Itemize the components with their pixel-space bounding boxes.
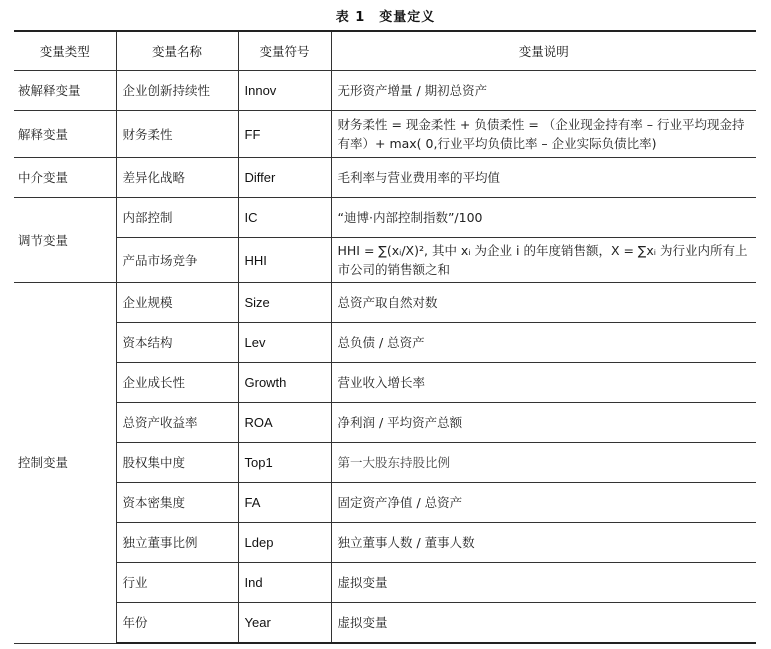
variable-symbol-cell: Growth	[238, 363, 331, 403]
variable-symbol-cell: Ldep	[238, 523, 331, 563]
table-row	[14, 563, 756, 603]
header-variable-type: 变量类型	[14, 31, 116, 71]
variable-type-cell: 中介变量	[14, 158, 116, 198]
variable-name-cell: 总资产收益率	[116, 403, 238, 443]
variable-type-cell: 被解释变量	[14, 71, 116, 111]
variable-symbol-cell: Year	[238, 603, 331, 644]
variable-type-cell: 控制变量	[14, 283, 116, 644]
variable-name-cell: 内部控制	[116, 198, 238, 238]
variable-name-cell: 资本密集度	[116, 483, 238, 523]
variable-name-cell: 行业	[116, 563, 238, 603]
variable-description-cell: 虚拟变量	[331, 563, 756, 603]
table-row	[14, 363, 756, 403]
table-row	[14, 111, 756, 158]
table-row	[14, 238, 756, 283]
table-row	[14, 71, 756, 111]
variable-name-cell: 产品市场竞争	[116, 238, 238, 283]
variable-name-cell: 企业创新持续性	[116, 71, 238, 111]
variable-name-cell: 资本结构	[116, 323, 238, 363]
variable-name-cell: 财务柔性	[116, 111, 238, 158]
table-row	[14, 603, 756, 644]
table-row	[14, 483, 756, 523]
variable-description-cell: 第一大股东持股比例	[331, 443, 756, 483]
variable-symbol-cell: IC	[238, 198, 331, 238]
table-row	[14, 403, 756, 443]
variable-name-cell: 差异化战略	[116, 158, 238, 198]
header-variable-description: 变量说明	[331, 31, 756, 71]
variable-name-cell: 独立董事比例	[116, 523, 238, 563]
variable-description-cell: 虚拟变量	[331, 603, 756, 644]
table-row	[14, 323, 756, 363]
header-row	[14, 31, 756, 71]
variable-symbol-cell: FF	[238, 111, 331, 158]
table-row	[14, 523, 756, 563]
variable-description-cell: 总资产取自然对数	[331, 283, 756, 323]
variable-description-cell: 毛利率与营业费用率的平均值	[331, 158, 756, 198]
variable-description-cell: 财务柔性 = 现金柔性 + 负债柔性 = （企业现金持有率 – 行业平均现金持有率）+ max( 0,行业平均负债比率 – 企业实际负债比率)	[331, 111, 756, 158]
table-row	[14, 443, 756, 483]
variable-symbol-cell: Top1	[238, 443, 331, 483]
variable-type-cell: 解释变量	[14, 111, 116, 158]
header-variable-name: 变量名称	[116, 31, 238, 71]
variable-description-cell: 独立董事人数 / 董事人数	[331, 523, 756, 563]
variable-definition-table	[14, 30, 756, 644]
variable-description-cell: 无形资产增量 / 期初总资产	[331, 71, 756, 111]
variable-name-cell: 企业成长性	[116, 363, 238, 403]
variable-symbol-cell: Size	[238, 283, 331, 323]
variable-name-cell: 年份	[116, 603, 238, 644]
variable-description-cell: 总负债 / 总资产	[331, 323, 756, 363]
variable-description-cell: 营业收入增长率	[331, 363, 756, 403]
table-caption: 表 1 变量定义	[335, 10, 436, 25]
variable-symbol-cell: Ind	[238, 563, 331, 603]
variable-description-cell: “迪博·内部控制指数”/100	[331, 198, 756, 238]
variable-name-cell: 股权集中度	[116, 443, 238, 483]
header-variable-symbol: 变量符号	[238, 31, 331, 71]
variable-symbol-cell: Lev	[238, 323, 331, 363]
table-row	[14, 198, 756, 238]
table-row	[14, 283, 756, 323]
variable-description-cell: 净利润 / 平均资产总额	[331, 403, 756, 443]
variable-description-cell: HHI = ∑(xᵢ/X)², 其中 xᵢ 为企业 i 的年度销售额，X = ∑xᵢ 为行业内所有上市公司的销售额之和	[331, 238, 756, 283]
variable-symbol-cell: Differ	[238, 158, 331, 198]
variable-symbol-cell: HHI	[238, 238, 331, 283]
variable-symbol-cell: Innov	[238, 71, 331, 111]
table-row	[14, 158, 756, 198]
variable-name-cell: 企业规模	[116, 283, 238, 323]
variable-symbol-cell: FA	[238, 483, 331, 523]
variable-description-cell: 固定资产净值 / 总资产	[331, 483, 756, 523]
variable-symbol-cell: ROA	[238, 403, 331, 443]
variable-type-cell: 调节变量	[14, 198, 116, 283]
